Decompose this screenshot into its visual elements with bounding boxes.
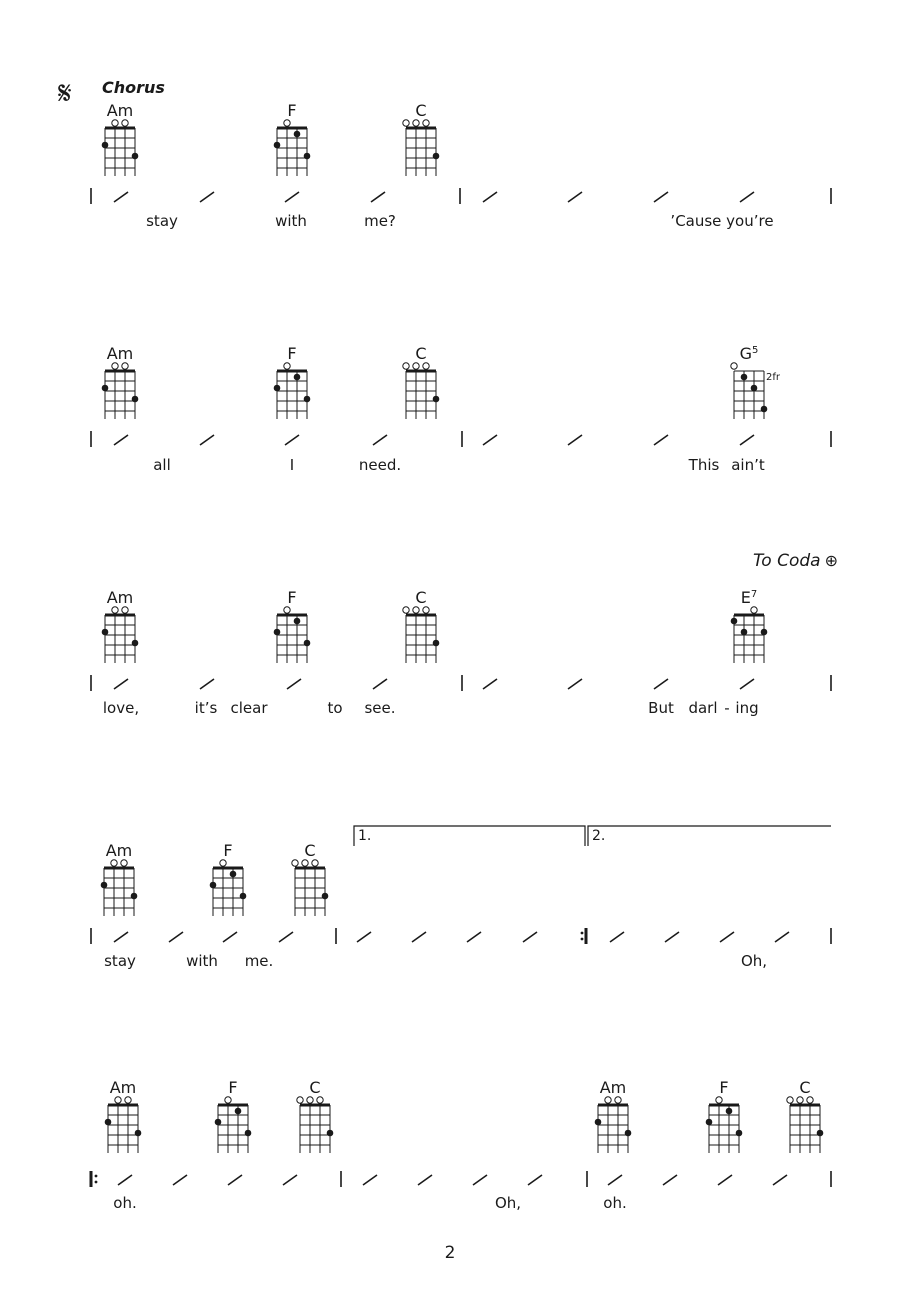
lyric-word: with [275,212,307,230]
chord-grid [276,605,310,665]
chord-grid [405,118,439,178]
lyric-word: oh. [603,1194,627,1212]
rhythm-staff [0,423,900,453]
chord-grid [733,361,767,421]
chord-grid [276,361,310,421]
chord-name: Am [106,101,134,120]
chord-grid [107,1095,141,1155]
chord-extension: 5 [752,345,759,356]
lyric-word: But [648,699,674,717]
chord-name: F [228,1078,238,1097]
lyric-word: me. [244,952,274,970]
lyric-word: Oh, [740,952,768,970]
chord-name: F [287,101,297,120]
rhythm-staff [0,667,900,697]
rhythm-staff [0,920,900,950]
rhythm-staff [0,1163,900,1193]
chord-grid [276,118,310,178]
lyric-word: see. [364,699,396,717]
rhythm-staff [0,180,900,210]
lyric-word: all [153,456,171,474]
chord-name: C [309,1078,321,1097]
volta-brackets [0,818,900,858]
chord-grid [103,858,137,918]
fret-position-label: 2fr [766,372,780,383]
chord-name: F [287,344,297,363]
chord-extension: 7 [750,589,758,600]
chord-grid [597,1095,631,1155]
segno-icon: 𝄋 [58,74,72,112]
lyric-word: it’s [194,699,218,717]
lyric-word: to [327,699,343,717]
lyric-word: stay [104,952,136,970]
chord-name: C [799,1078,811,1097]
lyric-word: stay [146,212,178,230]
second-ending-label: 2. [592,828,606,844]
chord-name: C [304,841,316,860]
lyric-word: ing [735,699,759,717]
chord-name: C [415,344,427,363]
chord-grid [299,1095,333,1155]
lyric-word: darl [688,699,718,717]
first-ending-label: 1. [358,828,372,844]
lyric-word: love, [102,699,140,717]
chord-name: Am [106,588,134,607]
chord-name: Am [106,344,134,363]
chord-grid [405,605,439,665]
lyric-word: ain’t [731,456,765,474]
chord-name: C [415,101,427,120]
chord-name: C [415,588,427,607]
chord-name: Am [105,841,133,860]
section-label-chorus: Chorus [102,78,165,97]
lyric-word: oh. [113,1194,137,1212]
lyric-word: with [186,952,218,970]
chord-grid [789,1095,823,1155]
chord-name: F [287,588,297,607]
chord-grid [104,605,138,665]
chord-grid [405,361,439,421]
chord-grid [708,1095,742,1155]
chord-name: F [223,841,233,860]
chord-name: Am [599,1078,627,1097]
chord-root: G [739,344,753,363]
chord-name: Am [109,1078,137,1097]
chord-grid [733,605,767,665]
lyric-word: me? [364,212,396,230]
chord-grid [104,361,138,421]
lyric-hyphen: - [724,699,730,717]
to-coda-marker [753,551,838,571]
lyric-word: This [688,456,720,474]
chord-name: F [719,1078,729,1097]
lyric-word: need. [358,456,402,474]
chord-grid [212,858,246,918]
chord-grid [294,858,328,918]
to-coda-label: To Coda [753,551,821,571]
chord-grid [217,1095,251,1155]
chord-grid [104,118,138,178]
coda-icon: ⊕ [824,551,838,570]
chord-root: E [740,588,751,607]
lyric-word: Oh, [494,1194,522,1212]
lyric-word: I [289,456,295,474]
lyric-word: ’Cause you’re [670,212,774,230]
lyric-word: clear [230,699,268,717]
page-number: 2 [444,1243,456,1263]
